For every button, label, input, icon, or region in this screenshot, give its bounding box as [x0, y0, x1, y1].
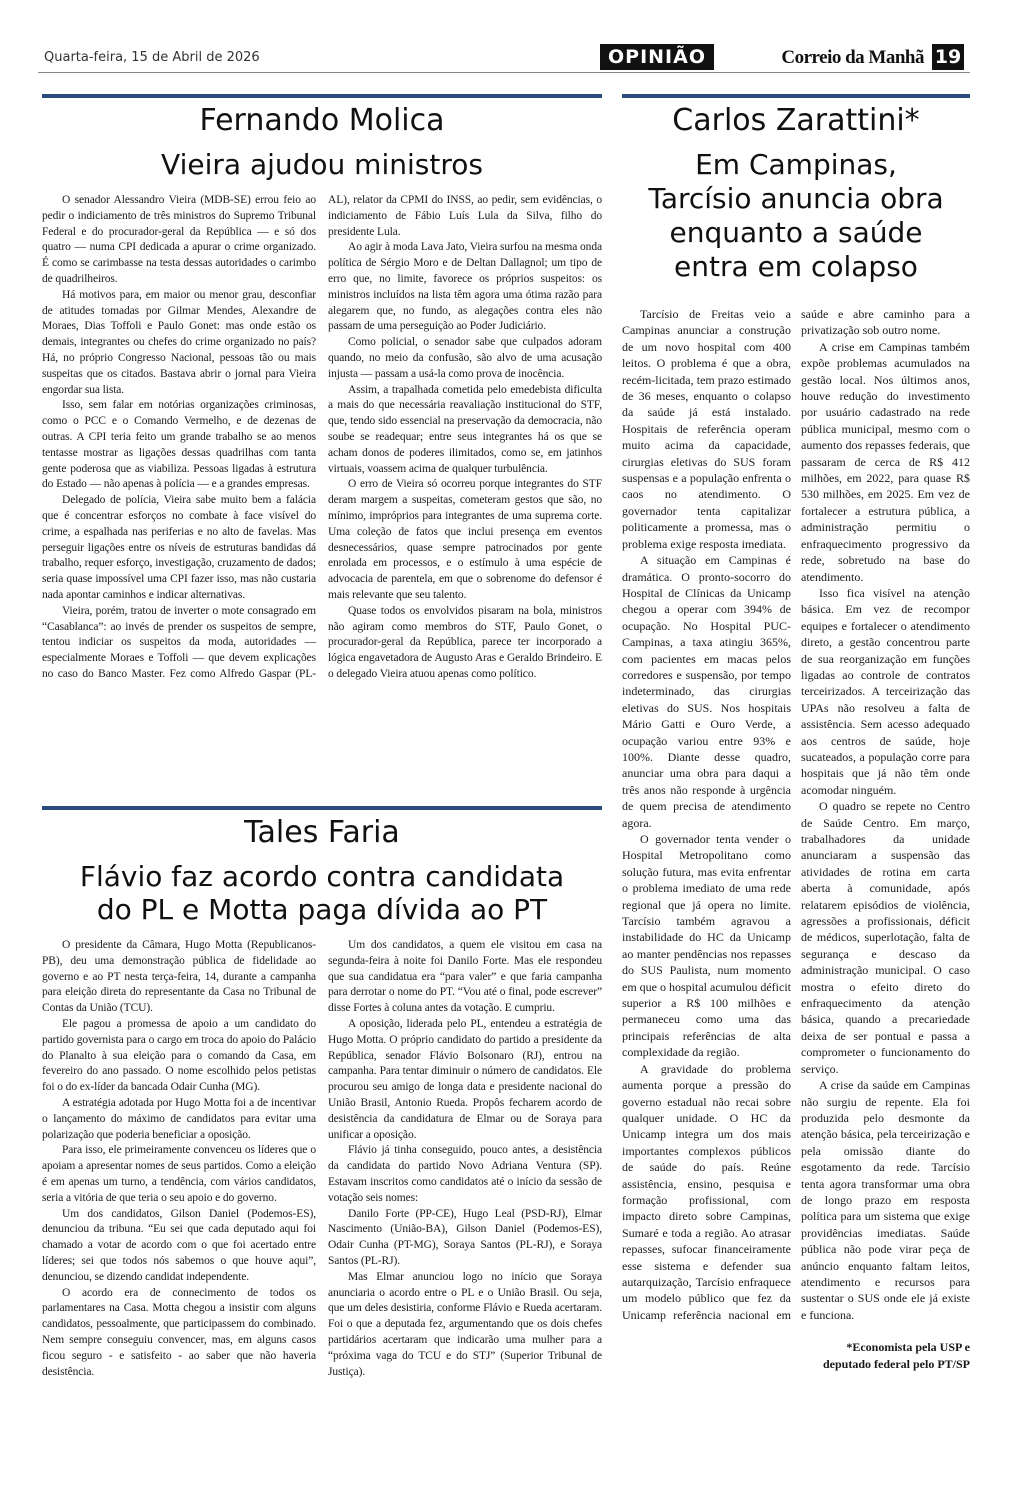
author-footnote — [622, 1339, 970, 1373]
paragraph: Para isso, ele primeiramente convenceu os líderes que o apoiam a apresentar nomes de seus partidos. Como a eleição é em apenas um turno, a tendência, com vários candidatos, seria a vitória de que teria o seu apoio e do governo. — [42, 1144, 316, 1204]
header-divider — [38, 72, 970, 73]
paragraph: O quadro se repete no Centro de Saúde Centro. Em março, trabalhadores da unidade anunciaram a suspensão das atividades de rotina em carta aberta à comunidade, após relatarem episódios de violência, agressões a profissionais, déficit de médicos, superlotação, falta de segurança e descaso da administração municipal. O caso mostra o efeito direto do enfraquecimento da atenção básica, quando a precariedade deixa de ser pontual e passa a comprometer o funcionamento do serviço. — [801, 799, 970, 1076]
page-layout — [42, 94, 970, 1380]
article-divider — [42, 806, 602, 810]
headline-line: Tarcísio anuncia obra — [648, 182, 944, 215]
paragraph: Como policial, o senador sabe que culpados adoram quando, no meio da confusão, são alvo de uma acusação injusta — passam a usá-la como prova de inocência. — [328, 336, 602, 380]
paragraph: Mas Elmar anunciou logo no início que Soraya anunciaria o acordo entre o PL e o União Brasil. Ou seja, que um deles desistiria, conforme Flávio e Rueda acertaram. Foi o que a deputada fez, argumentando que os dois chefes partidários acertaram que indicarão uma mulher para a “próxima vaga do TCU e do STJ” (Superior Tribunal de Justiça). — [328, 1270, 602, 1378]
headline-line: Flávio faz acordo contra candidata — [79, 860, 565, 893]
paragraph: A crise da saúde em Campinas não surgiu de repente. Ela foi produzida pelo desmonte da atenção básica, pela terceirização e pela omissão diante do esgotamento da rede. Tarcísio tenta agora transformar uma obra de longo prazo em resposta política para um sistema que exige providências imediatas. Saúde pública não pode virar peça de anúncio enquanto faltam leitos, atendimento e recursos para sustentar o SUS onde ele já existe e funciona. — [801, 1078, 970, 1322]
headline-line: do PL e Motta paga dívida ao PT — [96, 893, 548, 926]
article-tales-faria — [42, 806, 602, 1380]
newspaper-logo: Correio da Manhã — [781, 47, 924, 68]
paragraph: A crise em Campinas também expõe problemas acumulados na gestão local. Nos últimos anos, houve redução do investimento por usuário cadastrado na rede pública municipal, mesmo com o aumento dos repasses federais, que passaram de cerca de R$ 412 milhões, em 2022, para quase R$ 530 milhões, em 2025. Em vez de fortalecer a estrutura pública, a administração permitiu o enfraquecimento progressivo da rede, sobretudo na base do atendimento. — [801, 339, 970, 584]
paragraph: A situação em Campinas é dramática. O pronto-socorro do Hospital de Clínicas da Unicamp chegou a operar com 394% de ocupação. No Hospital PUC-Campinas, a taxa atingiu 365%, com pacientes em macas pelos corredores e suspensão, por tempo indeterminado, das cirurgias eletivas do SUS. Nos hospitais Mário Gatti e Ouro Verde, a ocupação variou entre 93% e 100%. Diante desse quadro, anunciar uma obra para daqui a três anos não responde à urgência de quem precisa de atendimento agora. — [622, 553, 791, 830]
article-divider — [622, 94, 970, 98]
article-headline — [622, 148, 970, 284]
paragraph: Ele pagou a promessa de apoio a um candidato do partido governista para o cargo em troca do apoio do Palácio do Planalto à sua eleição para o comando da Casa, em fevereiro do ano passado. O nome escolhido pelos petistas foi o do ex-líder da bancada Odair Cunha (MG). — [42, 1017, 316, 1094]
article-fernando-molica — [42, 94, 602, 806]
paragraph: Tarcísio de Freitas veio a Campinas anunciar a construção de um novo hospital com 400 leitos. O problema é que a obra, recém-licitada, tem prazo estimado de 36 meses, enquanto o colapso da saúde já está instalado. Hospitais de referência operam muito acima da capacidade, cirurgias eletivas do SUS foram suspensas e a população enfrenta o caos no atendimento. O governador tenta capitalizar politicamente a promessa, mas o problema exige resposta imediata. — [622, 307, 791, 551]
article-author: Fernando Molica — [199, 103, 445, 138]
article-author: Carlos Zarattini* — [672, 103, 920, 138]
paragraph: Isso, sem falar em notórias organizações criminosas, como o PCC e o Comando Vermelho, e de dezenas de outras. A CPI teria feito um grande trabalho se ao menos tentasse mostrar as ligações dessas quadrilhas com tanta gente poderosa que as viabiliza. Pessoas ligadas à estrutura do Estado — não apenas à polícia — e a grandes empresas. — [42, 399, 316, 491]
paragraph: Flávio já tinha conseguido, pouco antes, a desistência da candidata do partido Novo Adriana Ventura (SP). Estavam inscritos como candidatos até o início da sessão de votação seis nomes: — [328, 1144, 602, 1204]
paragraph: Assim, a trapalhada cometida pelo emedebista dificulta a mais do que necessária reavaliação institucional do STF, que, tendo sido essencial na preservação da democracia, não soube se readequar; entre seus integrantes há os que se acham donos de poderes ilimitados, como se, em jatinhos virtuais, voassem acima de qualquer turbulência. — [328, 383, 602, 475]
article-divider — [42, 94, 602, 98]
paragraph: Um dos candidatos, Gilson Daniel (Podemos-ES), denunciou da tribuna. “Eu sei que cada deputado aqui foi chamado a votar de acordo com o que foi acertado entre líderes; sei que todos nós sabemos o que houve aqui”, denunciou, se dizendo candidat independente. — [42, 1207, 316, 1283]
paragraph: Quase todos os envolvidos pisaram na bola, ministros não agiram como membros do STF, Paulo Gonet, o procurador-geral da República, parece ter incorporado a lógica engavetadora de Augusto Aras e Geraldo Brindeiro. E o delegado Vieira atuou apenas como político. — [328, 604, 602, 680]
paragraph: A oposição, liderada pelo PL, entendeu a estratégia de Hugo Motta. O próprio candidato do partido a presidente da República, senador Flávio Bolsonaro (RJ), entrou na campanha. Para tentar diminuir o número de candidatos. Ele procurou seu amigo de longa data e presidente nacional do União Brasil, Antonio Rueda. Propôs fecharem acordo de desistência da candidatura de Elmar ou de Soraya para unificar a oposição. — [328, 1017, 602, 1141]
paragraph: Ao agir à moda Lava Jato, Vieira surfou na mesma onda política de Sérgio Moro e de Deltan Dallagnol; um tipo de erro que, no limite, favorece os próprios suspeitos: os ministros incluídos na lista têm agora uma ótima razão para alegarem que, no fundo, as alegações contra eles não passam de uma perseguição ao Poder Judiciário. — [328, 241, 602, 333]
paragraph: O presidente da Câmara, Hugo Motta (Republicanos-PB), deu uma demonstração pública de fidelidade ao governo e ao PT nesta terça-feira, 14, durante a campanha para eleição direta do representante da Casa no Tribunal de Contas da União (TCU). — [42, 939, 316, 1015]
article-body — [42, 938, 602, 1380]
paragraph: O acordo era de connecimento de todos os parlamentares na Casa. Motta chegou a insistir com alguns candidatos, pessoalmente, que participassem do combinado. Nem sempre conseguiu convencer, mas, em alguns casos ficou seguro - e satisfeito - ao saber que não haveria desistência. — [42, 1286, 316, 1378]
article-body — [622, 306, 970, 1323]
section-label: OPINIÃO — [600, 44, 714, 70]
article-body — [42, 193, 602, 683]
paragraph: A gravidade do problema aumenta porque a pressão do governo estadual não recai sobre qualquer unidade. O HC da Unicamp integra um dos mais importantes complexos públicos de saúde do país. Reúne assistência, ensino, pesquisa e formação profissional, com impacto direto sobre Campinas, Sumaré e toda a região. Ao atrasar repasses, sufocar financeiramente esse sistema e defender sua autarquização, Tarcísio enfraquece um modelo público que fez da Unicamp referência nacional em saúde e abre caminho para a privatização sob outro nome. — [622, 307, 970, 1322]
paragraph: O senador Alessandro Vieira (MDB-SE) errou feio ao pedir o indiciamento de três ministros do Supremo Tribunal Federal e do procurador-geral da República — e só dos quatro — numa CPI dedicada a apurar o crime organizado. É como se carimbasse na testa dessas autoridades o carimbo de quadrilheiros. — [42, 194, 316, 285]
paragraph: O erro de Vieira só ocorreu porque integrantes do STF deram margem a suspeitas, cometeram gestos que são, no mínimo, impróprios para integrantes de uma suprema corte. Uma coleção de fatos que inclui presença em eventos desnecessários, quase sempre patrocinados por gente enrolada em processos, e o estímulo à uma espécie de advocacia de parentela, em que o sobrenome do defensor é mais relevante que seu talento. — [328, 478, 602, 601]
paragraph: Há motivos para, em maior ou menor grau, desconfiar de atitudes tomadas por Gilmar Mendes, Alexandre de Moraes, Dias Toffoli e Paulo Gonet: mas onde estão os demais, integrantes ou chefes do crime organizado no país? Há, no próprio Congresso Nacional, pessoas tão ou mais suspeitas que os citados. Bastava abrir o jornal para Vieira engordar sua lista. — [42, 288, 316, 396]
left-column — [42, 94, 602, 1380]
paragraph: Um dos candidatos, a quem ele visitou em casa na segunda-feira à noite foi Danilo Forte. Mas ele respondeu que sua candidatua era “para valer” e que faria campanha para derrotar o nome do PT. “Vou até o final, pode escrever” disse Fortes à coluna antes da votação. E cumpriu. — [328, 939, 602, 1015]
footnote-line: deputado federal pelo PT/SP — [822, 1357, 970, 1372]
edition-date: Quarta-feira, 15 de Abril de 2026 — [44, 50, 260, 65]
paragraph: Vieira, porém, tratou de inverter o mote consagrado em “Casablanca”: ao invés de prender os suspeitos de sempre, tentou indiciar os suspeitos da moda, autoridades — especialmente Moraes e Toffoli — que devem explicações no caso do Banco Master. Fez como Alfredo Gaspar (PL-AL), relator da CPMI do INSS, ao pedir, sem evidências, o indiciamento de Fábio Luís Lula da Silva, filho do presidente Lula. — [42, 194, 602, 680]
paragraph: A estratégia adotada por Hugo Motta foi a de incentivar o lançamento do máximo de candidatos para evitar uma polarização que poderia beneficiar a oposição. — [42, 1096, 316, 1141]
paragraph: O governador tenta vender o Hospital Metropolitano como solução futura, mas evita enfrentar o problema imediato de uma rede regional que já opera no limite. Tarcísio também agravou a instabilidade do HC da Unicamp ao manter pendências nos repasses do SUS Paulista, num momento em que o hospital acumulou déficit superior a R$ 100 milhões e permaneceu como uma das principais referências de alta complexidade da região. — [622, 832, 791, 1060]
paragraph: Delegado de polícia, Vieira sabe muito bem a falácia que é concentrar esforços no combate à face visível do crime, a espalhada nas periferias e no alto de favelas. Mas perseguir ligações entre os níveis de estruturas bandidas dá trabalho, requer esforço, investigação, cruzamento de dados; seria quase impossível uma CPI fazer isso, mas não custaria nada apontar caminhos e indicar alternativas. — [42, 494, 316, 601]
article-headline — [42, 860, 602, 926]
headline-line: Em Campinas, — [695, 148, 897, 181]
footnote-line: *Economista pela USP e — [846, 1340, 970, 1355]
right-column — [622, 94, 970, 1373]
paragraph: Danilo Forte (PP-CE), Hugo Leal (PSD-RJ), Elmar Nascimento (União-BA), Gilson Daniel (Podemos-ES), Odair Cunha (PT-MG), Soraya Santos (PL-RJ), e Soraya Santos (PL-RJ). — [328, 1207, 602, 1267]
headline-line: entra em colapso — [674, 250, 918, 283]
article-author: Tales Faria — [244, 815, 400, 850]
headline-line: enquanto a saúde — [669, 216, 923, 249]
article-headline: Vieira ajudou ministros — [161, 148, 483, 181]
paragraph: Isso fica visível na atenção básica. Em vez de recompor equipes e fortalecer o atendimento direto, a gestão concentrou parte de sua reorganização em funções ligadas ao controle de contratos terceirizados. A terceirização das UPAs não resolveu a falta de assistência. Sem acesso adequado aos centros de saúde, hoje sucateados, a população corre para hospitais que já não têm onde acomodar ninguém. — [801, 585, 970, 797]
page-number: 19 — [932, 44, 964, 70]
